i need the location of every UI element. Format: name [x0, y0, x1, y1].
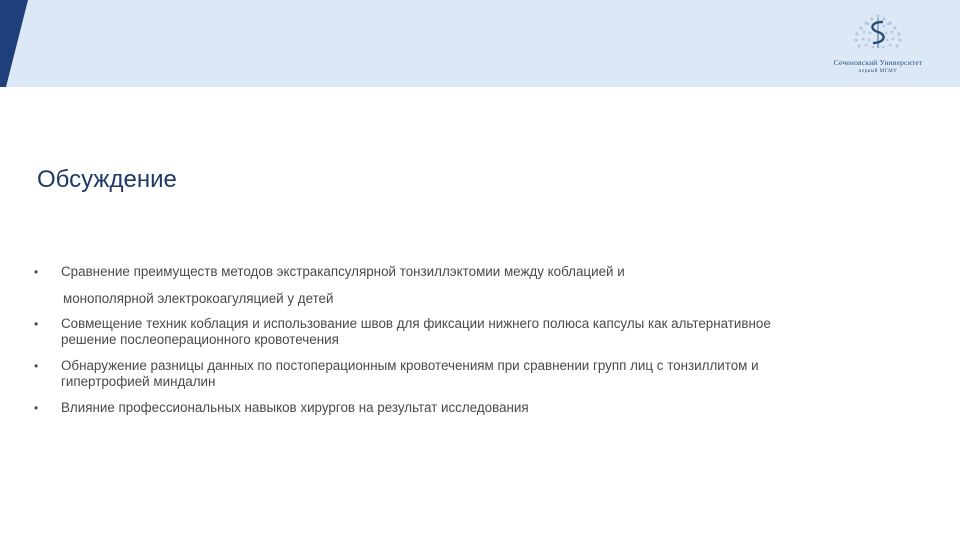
bullet-marker: • — [34, 401, 39, 415]
university-name: Сеченовский Университет — [833, 58, 923, 67]
corner-stripe — [0, 0, 40, 87]
slide-title: Обсуждение — [37, 166, 177, 193]
university-logo — [826, 10, 930, 80]
bullet-text: решение послеоперационного кровотечения — [61, 332, 339, 347]
bullet-marker: • — [34, 317, 39, 331]
header-band — [0, 0, 960, 87]
bullet-marker: • — [34, 359, 39, 373]
bullet-text: Совмещение техник коблация и использование швов для фиксации нижнего полюса капсулы как альтернативное — [61, 316, 771, 331]
bullet-text: гипертрофией миндалин — [61, 374, 216, 389]
bullet-text: Влияние профессиональных навыков хирургов на результат исследования — [61, 400, 529, 415]
university-subtitle: первый МГМУ — [858, 69, 898, 74]
bullet-text: монополярной электрокоагуляцией у детей — [63, 291, 334, 306]
bullet-marker: • — [34, 265, 39, 279]
bullet-text: Обнаружение разницы данных по постоперационным кровотечениям при сравнении групп лиц с тонзиллитом и — [61, 358, 759, 373]
bullet-text: Сравнение преимуществ методов экстракапсулярной тонзиллэктомии между коблацией и — [61, 264, 625, 279]
university-emblem-icon — [848, 10, 908, 54]
